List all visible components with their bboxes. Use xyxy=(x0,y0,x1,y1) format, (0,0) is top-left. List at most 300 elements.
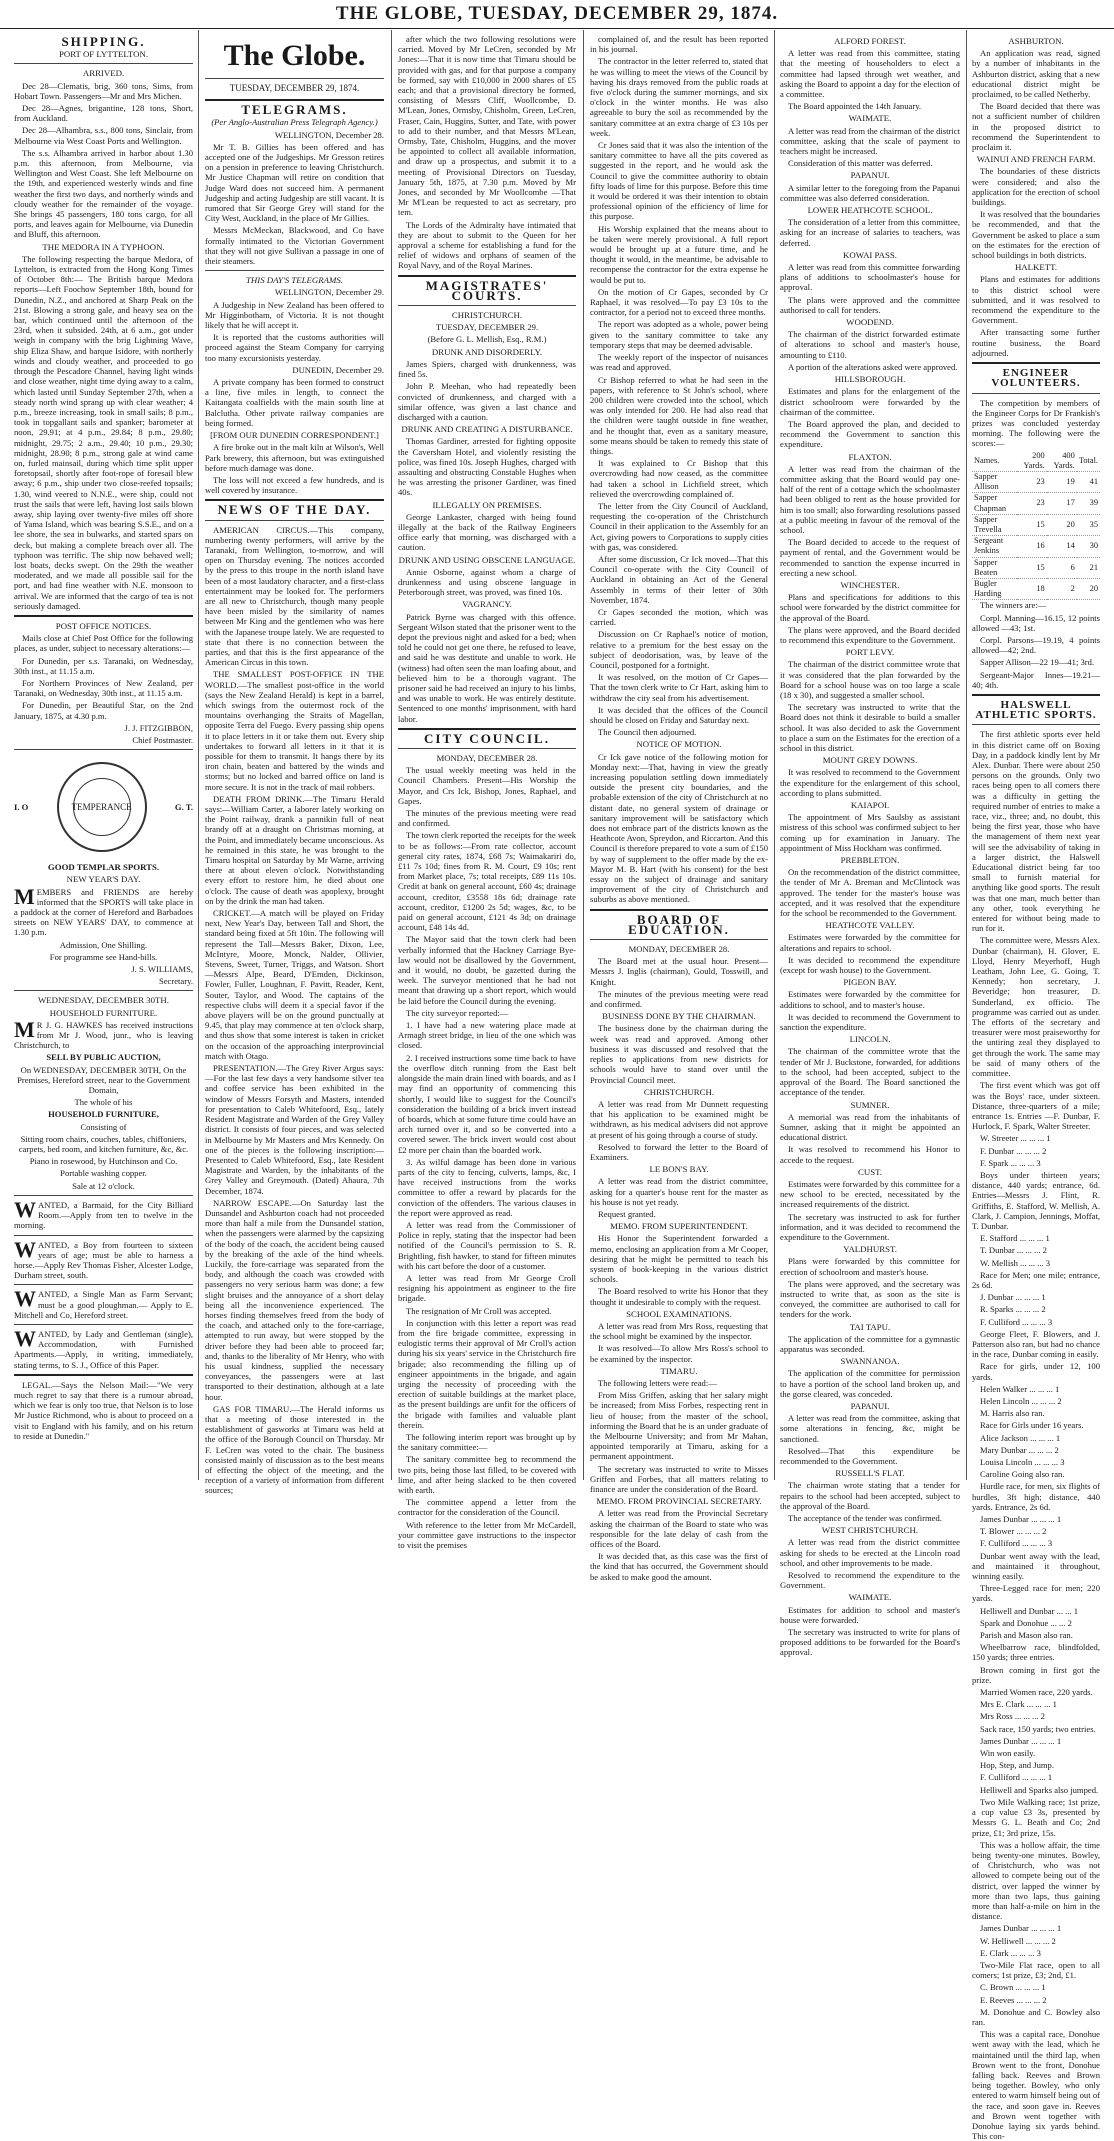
sports-line: F. Spark ... ... ... 3 xyxy=(980,1157,1041,1168)
board-para: Estimates were forwarded by the committee for additions to school, and to master's house. xyxy=(780,989,960,1010)
post-office-heading: POST OFFICE NOTICES. xyxy=(55,620,152,631)
board-para: The minutes of the previous meeting were read and confirmed. xyxy=(590,988,768,1010)
sports-line: Helliwell and Dunbar ... ... 1 xyxy=(980,1605,1079,1616)
case-heading: VAGRANCY. xyxy=(462,599,512,610)
board-subheading: YALDHURST. xyxy=(843,1244,897,1255)
sports-line: Race for Men; one mile; entrance, 2s 6d. xyxy=(972,1269,1100,1290)
board-para: It was resolved to recommend his Honor to accede to the request. xyxy=(780,1144,960,1165)
auction-consisting: Consisting of xyxy=(80,1121,127,1132)
table-cell: 17 xyxy=(1047,493,1077,514)
table-cell: 20 xyxy=(1077,578,1100,599)
sports-line: Mrs E. Clark ... ... ... 1 xyxy=(980,1699,1057,1710)
council-para: Discussion on Cr Raphael's notice of motion, relative to a premium for the best essay on the subject of deodorisation, was, by leave of the Council, postponed for a fortnight. xyxy=(590,629,768,670)
case-text: Thomas Gardiner, arrested for fighting opposite the Caversham Hotel, and violently resisting the police, was fined 10s. Joseph Hughes, charged with assaulting and obstructing Constable Hughes when he was arresting the prisoner Gardiner, was fined 40s. xyxy=(398,436,576,498)
issue-date: TUESDAY, DECEMBER 29, 1874. xyxy=(229,83,360,93)
emblem-left-label: I. O xyxy=(14,802,29,813)
board-para: The Board approved the plan, and decided to recommend the Government to sanction this expenditure. xyxy=(780,418,960,450)
council-para: On the motion of Cr Gapes, seconded by Cr Raphael, it was resolved—To pay £3 10s to the contractor, for a period not to exceed three months. xyxy=(590,286,768,318)
sports-line: E. Reeves ... ... ... 2 xyxy=(980,1994,1047,2005)
wanted-ad: ANTED, by Lady and Gentleman (single), Accommodation, with Furnished Apartments.—Apply, in writing, immediately, stating terms, to S. J., Office of this Paper. xyxy=(14,1328,193,1370)
table-cell: 15 xyxy=(1017,557,1047,578)
board-subheading: SCHOOL EXAMINATIONS. xyxy=(626,1308,732,1319)
board-para: Resolved to forward the letter to the Board of Examiners. xyxy=(590,1141,768,1162)
column-6 xyxy=(972,34,1100,2141)
board-para: The Board decided that there was not a sufficient number of children in the proposed district to recommend the Superintendent to proclaim it. xyxy=(972,101,1100,153)
table-header-row xyxy=(972,451,1100,472)
dateline: DUNEDIN, December 29. xyxy=(292,364,384,375)
board-para: It was decided to recommend the Government to sanction the expenditure. xyxy=(780,1011,960,1033)
emblem-right-label: G. T. xyxy=(174,802,193,813)
sports-line: Hop, Step, and Jump. xyxy=(980,1760,1054,1771)
board-subheading: BUSINESS DONE BY THE CHAIRMAN. xyxy=(602,1011,756,1022)
board-para: A memorial was read from the inhabitants of Sumner, asking that it might be appointed an educational district. xyxy=(780,1111,960,1143)
board-para: Plans and specifications for additions to this school were forwarded by the district committee for the approval of the Board. xyxy=(780,592,960,623)
arrival-item: Dec 28—Clematis, brig, 360 tons, Sims, from Hobart Town. Passengers—Mr and Mrs Michen. xyxy=(14,80,193,101)
court-before: (Before G. L. Mellish, Esq., R.M.) xyxy=(427,334,547,345)
board-para: A letter was read from this committee forwarding plans of additions to schoolmaster's house for approval. xyxy=(780,262,960,293)
dropcap: W xyxy=(14,1325,36,1351)
table-cell: 16 xyxy=(1017,536,1047,557)
masthead: THE GLOBE, TUESDAY, DECEMBER 29, 1874. xyxy=(335,3,779,24)
table-cell: 39 xyxy=(1077,493,1100,514)
table-cell: 21 xyxy=(1077,557,1100,578)
telegram-text: The loss will not exceed a few hundreds, and is well covered by insurance. xyxy=(205,474,384,496)
arrival-item: Dec 28—Alhambra, s.s., 800 tons, Sinclair, from Melbourne via West Coast Ports and Wellington. xyxy=(14,125,193,146)
dateline: WELLINGTON, December 29. xyxy=(274,287,384,298)
templar-seal-icon xyxy=(57,762,147,852)
sports-line: The committee were, Messrs Alex. Dunbar (chairman), H. Glover, E. Lloyd, Henry Meyerhoff, Hugh Leatham, John Lee, G. Going, T. Kennedy; hon secretary, J. Beveridge; hon treasurer, D. Sunderland, ex officio. The programme was carried out as under. The efforts of the secretary and treasurer were most praiseworthy for the untiring zeal they displayed to get through the work. The same may be said of many others of the committee. xyxy=(972,935,1100,1079)
board-para: A letter was read from the Provincial Secretary asking the chairman of the Board to state who was responsible for the late delay of cash from the offices of the Board. xyxy=(590,1508,768,1550)
council-para: It was decided that the offices of the Council should be closed on Friday and Saturday next. xyxy=(590,704,768,725)
table-row xyxy=(972,514,1100,535)
board-para: The secretary was instructed to write to Misses Griffen and Forbes, that all matters relating to finance are under the consideration of the Board. xyxy=(590,1463,768,1495)
board-subheading: SUMNER. xyxy=(850,1099,890,1110)
board-para: Request granted. xyxy=(598,1208,656,1219)
board-subheading: HALKETT. xyxy=(1014,262,1058,273)
table-header: Names. xyxy=(972,451,1017,472)
table-cell: 23 xyxy=(1017,493,1047,514)
board-para: Estimates for addition to school and master's house were forwarded. xyxy=(780,1604,960,1625)
sports-line: F. Dunbar ... ... ... 2 xyxy=(980,1145,1047,1156)
sports-line: J. Dunbar ... ... ... 1 xyxy=(980,1292,1046,1303)
board-para: An application was read, signed by a number of inhabitants in the Ashburton district, asking that a new educational district might be proclaimed, to be called Netherby. xyxy=(972,48,1100,100)
legal-note: LEGAL.—Says the Nelson Mail:—"We very much regret to say that there is a rumour abroad, which we fear is only too true, that Nelson is to lose Mr Justice Richmond, who is about to proceed on a visit to England with his family, and on his return to reside at Dunedin." xyxy=(14,1379,194,1441)
board-para: His Honor the Superintendent forwarded a memo, enclosing an application from a Mr Cooper, desiring that he might be permitted to teach his system of book-keeping in the various district schools. xyxy=(590,1233,768,1285)
column-1 xyxy=(14,34,193,1479)
board-subheading: PIGEON BAY. xyxy=(843,977,897,988)
table-header: 400 Yards. xyxy=(1047,451,1077,472)
table-row xyxy=(972,471,1100,492)
sports-line: Helen Lincoln ... ... ... 2 xyxy=(980,1395,1062,1406)
auction-sell: SELL BY PUBLIC AUCTION, xyxy=(46,1052,161,1063)
table-cell: Sapper Chapman xyxy=(972,493,1017,514)
sports-line: James Dunbar ... ... ... 1 xyxy=(980,1735,1062,1746)
news-item: DEATH FROM DRINK.—The Timaru Herald says:—William Carter, a laborer lately working on the Point railway, drank a pannikin full of neat brandy off at a draught on Christmas morning, at the Point, and immediately became unconscious. As he remained in this state, he was brought to the Timaru hospital on Saturday by Mr Warne, arriving there at about eleven o'clock. Notwithstanding every effort to restore him, he died about one o'clock. The cause of death was apoplexy, brought on by the drink the man had taken. xyxy=(205,793,384,906)
sports-line: Married Women race, 220 yards. xyxy=(980,1687,1093,1698)
board-subheading: WOODEND. xyxy=(846,317,894,328)
board-education-heading: BOARD OF EDUCATION. xyxy=(628,911,730,937)
medora-text: The following respecting the barque Medora, of Lyttelton, is extracted from the Hong Kong Times of October 8th:— The British barque Medora reports—Left Foochow September 18th, bound for Dunedin, N.Z., and anchored at Sharp Peak on the 21st. Blowing a strong gale, and heavy sea on the bar, which continued until the afternoon of the 23rd, when it subsided. 24th, at 6 a.m., got under weigh in company with the brig Lightning Wave, ship Eliza Shaw, and barque Isidore, with northerly winds and cloudy weather, and proceeded to go through the Pescadore Channel, having light winds and close weather, night time dying away to a calm, which lasted until Sunday September 27th, when a steady north wind sprang up with clear weather; 4 p.m., breeze increasing, took in small sails; 8 p.m., took in topgallant sails and spanker; barometer at noon, 29.91; at 4 p.m., 29.84; 8 p.m., 29.80; midnight, 29.75; 2 a.m., 29.40; 10 p.m., 29.30; midnight, 28.90; 8 p.m., strong gale at wind came on, furled mainsail, during which time split upper foretopsail, shortly after foot-rope of foresail blew away; 6 p.m., ship under two close-reefed topsails; 1.30, wind veered to N.N.E., were ship, could not trust the sails that were left, having lost sails blown away, ship laying over twenty-five miles off shore of Yama Island, which was bearing S.S.E., and on a lee shore, the sea in bulwarks, and started spars on deck, but making a complete breach over all. The typhoon was terrific. The ship now behaved well; lost boats, decks swept. On the 29th the weather moderated, and we made all possible sail for the port, and had fine weather with N.E. monsoon to arrival. We are informed that the cargo of tea is not seriously damaged. xyxy=(14,253,193,611)
council-para: With reference to the letter from Mr McCardell, your committee gave instructions to the inspector to visit the premises xyxy=(398,1519,576,1551)
sports-line: Sack race, 150 yards; two entries. xyxy=(980,1723,1096,1734)
board-para: The business done by the chairman during the week was read and approved. Among other business it was discussed and resolved that the replies to applications from new districts for schools would have to stand over until the Provincial Council meet. xyxy=(590,1023,768,1085)
case-heading: DRUNK AND DISORDERLY. xyxy=(431,346,543,357)
article-continuation: after which the two following resolutions were carried. Moved by Mr LeCren, seconded by Mr Jones:—That it is now time that Timaru should be provided with gas, and for that purpose a company be formed, say with £10,000 in 2000 shares of £5 each; and that a provisional directory be formed, consisting of Messrs Cliff, Woollcombe, D. M'Lean, Jones, Ormsby, Chisholm, Green, LeCren, Fraser, Cain, Huggins, Sutter, and Tate, with power to add to their number, and that Messrs M'Lean, Ormsby, Tate, Chisholm, Huggins, and the mover be appointed to collect all available information, and draw up a prospectus, and submit it to a meeting of Provisional Directors on Tuesday, January 5th, 1875, at 7.30 p.m. Moved by Mr Jones, and seconded by Mr Woollcombe —That Mr M'Lean be requested to act as secretary, pro tem. xyxy=(398,34,576,218)
board-para: A letter was read from this committee, stating that the meeting of householders to elect a committee had lapsed through wet weather, and asking the Board to appoint a day for the election of a committee. xyxy=(780,48,960,100)
table-row xyxy=(972,578,1100,599)
table-row xyxy=(972,557,1100,578)
sports-admission: Admission, One Shilling. xyxy=(59,939,148,950)
column-4 xyxy=(590,34,768,1582)
case-heading: DRUNK AND CREATING A DISTURBANCE. xyxy=(401,424,573,435)
board-para: The Board resolved to write his Honor that they thought it undesirable to comply with the request. xyxy=(590,1286,768,1307)
council-para: In conjunction with this letter a report was read from the fire brigade committee, expressing in eulogistic terms their approval of Mr Croll's action during his six years' service in the Christchurch fire brigade; also recommending the filling up of engineer appointments in the brigade, and again urging the necessity of proceeding with the erection of suitable buildings at the market place, as the present buildings are unfit for the officers of the brigade with families and valuable plant therein. xyxy=(398,1317,576,1430)
council-para: The Mayor said that the town clerk had been verbally informed that the Hackney Carriage Bye-law would not be disallowed by the Government, and it would, no doubt, be gazetted during the week. The surveyor mentioned that he had not meant that drawing up a short report, which would be laid before the Council during the evening. xyxy=(398,934,576,1006)
sports-line: T. Blower ... ... ... 2 xyxy=(980,1526,1047,1537)
telegram-text: A private company has been formed to construct a line, five miles in length, to connect the Kaitangata coalfields with the main south line at Balclutha. Other private railway companies are being formed. xyxy=(205,377,384,428)
sports-line: Alice Jackson ... ... ... 1 xyxy=(980,1432,1061,1443)
council-para: The city surveyor reported:— xyxy=(406,1007,509,1018)
sports-line: E. Stafford ... ... ... 1 xyxy=(980,1233,1050,1244)
council-para: The usual weekly meeting was held in the Council Chambers. Present—His Worship the Mayor, and Crs Ick, Bishop, Jones, Raphael, and Gapes. xyxy=(398,765,576,806)
board-para: A portion of the alterations asked were approved. xyxy=(788,361,958,372)
sports-line: Race for girls, under 12, 100 yards. xyxy=(972,1361,1100,1382)
post-item: For Dunedin, per Beautiful Star, on the 2nd January, 1875, at 4.30 p.m. xyxy=(14,700,193,721)
sports-line: Louisa Lincoln ... ... ... 3 xyxy=(980,1457,1065,1467)
news-item: CRICKET.—A match will be played on Friday next, New Year's Day, between Tall and Short, the standard being fixed at 5ft 10in. The following will represent the Tall—Messrs Baker, Dixon, Lee, McIntyre, Moore, Monck, Nalder, Ollivier, Stevens, Sweet, Turner, Triggs, and Watson. Short—Messrs Alpe, Beard, D'Emden, Dickinson, Fowler, Fuller, Loughnan, F. Pavitt, Reader, Kent, Souter, Taylor, and Wood. The captains of the respective clubs will deem it a special favor if the above players will be on the ground punctually at 9.45, that play may commence at ten o'clock sharp, and thus show that some interest is taken in cricket on the occasion of the approaching interprovincial match with Otago. xyxy=(205,908,384,1061)
board-para: The secretary was instructed to write that the Board does not think it desirable to build a smaller school. It was also decided to ask the Government to place a sum on the Estimates for the erection of a school in this district. xyxy=(780,702,960,753)
board-subheading: MEMO. FROM PROVINCIAL SECRETARY. xyxy=(596,1496,762,1507)
sports-line: Caroline Going also ran. xyxy=(980,1469,1065,1480)
sports-line: Two-Mile Flat race, open to all comers; 1st prize, £3; 2nd, £1. xyxy=(972,1959,1100,1981)
news-item: AMERICAN CIRCUS.—This company, numbering twenty performers, will arrive by the Taranaki, from Wellington, to-morrow, and will open on Thursday evening. The notices accorded by the press to this troupe in the north island have been of a most laudatory character, and a first-class entertainment may be looked for. The performers are all new to Christchurch, though many people have been misled by the similarity of names between Mr King and the gentlemen who was here with the Japanese troupe lately. We are requested to state that there is no connection between the parties, and that this is the first appearance of the American Circus in this town. xyxy=(205,524,384,668)
board-para: A letter was read from the chairman of the committee asking that the Board would pay one-half of the rent of a cottage which the schoolmaster had been obliged to rent as the house provided for him is too small; also forwarding resolutions passed at a public meeting in favour of the removal of the school. xyxy=(780,463,960,535)
board-para: The application of the committee for a gymnastic apparatus was seconded. xyxy=(780,1333,960,1354)
council-para: complained of, and the result has been reported in his journal. xyxy=(590,34,768,55)
news-item: NARROW ESCAPE.—On Saturday last the Dunsandel and Ashburton coach had not proceeded more than half a mile from the Dunsandel station, when the passengers were alarmed by the capsizing of the body of the coach, the accident being caused by the breaking of the axle of the hind wheels. Luckily, the fore-carriage was separated from the body, and although the coach was crowded with passengers no very serious harm was done; a few slight bruises and the annoyance of a short delay being all the inconvenience experienced. The horses finding themselves freed from the body of the coach, and attached only to the fore-carriage, attempted to run away, but were stopped by the driver before they had been able to proceed far; and, thanks to the liberality of Mr Henry, who with his usual kindness, supplied the necessary conveyances, the passengers were at last transported to their destination, although at a late hour. xyxy=(205,1197,384,1402)
board-date: MONDAY, DECEMBER 28. xyxy=(628,944,730,955)
case-heading: ILLEGALLY ON PREMISES. xyxy=(432,499,542,510)
table-cell: Sapper Beaten xyxy=(972,557,1017,578)
arrived-label: ARRIVED. xyxy=(82,68,125,79)
table-cell: 18 xyxy=(1017,578,1047,599)
medora-heading: THE MEDORA IN A TYPHOON. xyxy=(42,241,165,252)
sports-line: George Fleet, F. Blowers, and J. Patterson also ran, but had no chance in the race, Dunbar coming in easily. xyxy=(972,1328,1100,1360)
seal-text: TEMPERANCE xyxy=(71,802,132,813)
board-para: Plans were forwarded by this committee for erection of schoolroom and master's house. xyxy=(780,1256,960,1277)
council-para: The committee append a letter from the contractor for the consideration of the Council. xyxy=(398,1497,576,1518)
table-cell: Bugler Harding xyxy=(972,578,1017,599)
templar-sports-sub: NEW YEAR'S DAY. xyxy=(66,874,141,885)
council-para: The sanitary committee beg to recommend the two pits, being those last filled, to be covered with lime, and after being slacked to be then covered with earth. xyxy=(398,1454,576,1496)
board-para: After transacting some further routine business, the Board adjourned. xyxy=(972,327,1100,358)
board-subheading: KOWAI PASS. xyxy=(843,249,897,260)
winner-line: Corpl. Parsons—19.19, 4 points allowed—42; 2nd. xyxy=(972,634,1100,656)
board-para: It was resolved that the boundaries be recommended, and that the Government be asked to place a sum on the estimates for the erection of school buildings in both districts. xyxy=(972,209,1100,261)
board-subheading: RUSSELL'S FLAT. xyxy=(835,1468,905,1479)
notice-text: Cr Ick gave notice of the following motion for Monday next:—That, having in view the greatly increasing population settling down immediately outside the present city boundaries, and the probable extension of the city of Christchurch at no distant date, no general system of drainage or sanitary improvement will be satisfactory which does not embrace part of the districts known as the Heathcote Avon, Spreydon, and Riccarton. And this Council is therefore prepared to vote a sum of £150 by way of supplement to the offer made by the ex-Mayor M. B. Hart (with his consent) for the best essay on the subject of drainage and sanitary improvement of the city of Christchurch and suburbs as above mentioned. xyxy=(590,751,768,905)
alhambra-report: The s.s. Alhambra arrived in harbor about 1.30 p.m. this afternoon, from Melbourne, via Wellington and West Coast. She left Melbourne on the 19th, and experienced westerly winds and fine weather the first two days, and northerly winds and cloudy weather for the remainder of the voyage. She brings 45 passengers, 180 tons cargo, for all ports, and leaves again for Melbourne, via Dunedin and Bluff, this afternoon. xyxy=(14,147,193,240)
council-para: 2. I received instructions some time back to have the overflow ditch running from the East belt alongside the main drain lined with boards, and as I may find an opportunity of commencing this shortly, I would like to suggest for the Council's consideration the building of a brick invert instead of boards, which at some future time could have an arch turned over it, and so be converted into a covered sewer. The brick invert would cost about £2 more per chain than the boarded work. xyxy=(398,1052,576,1155)
board-subheading: TAI TAPU. xyxy=(849,1321,891,1332)
council-para: Cr Bishop referred to what he had seen in the papers, with reference to St John's school, where 200 children were crowded into the school, which was only intended for 200. He had also read that the children were taught outside in fine weather, and he thought that, even as a sanitary measure, some means should be taken to remedy this state of things. xyxy=(590,374,768,456)
engineer-volunteers-heading: ENGINEER VOLUNTEERS. xyxy=(991,367,1081,390)
telegram-text: It is reported that the customs authorities will proceed against the Steam Company for carrying too many excursionists yesterday. xyxy=(205,332,384,363)
sports-line: R. Sparks ... ... ... 2 xyxy=(980,1304,1046,1315)
board-para: The plans were approved, and the secretary was instructed to write that, as soon as the site is conveyed, the committee are authorised to call for tenders for the work. xyxy=(780,1278,960,1320)
auction-items: Sitting room chairs, couches, tables, chiffoniers, carpets, bed room, and kitchen furniture, &c, &c. xyxy=(18,1133,189,1155)
dropcap: M xyxy=(14,883,35,909)
days-telegrams-heading: THIS DAY'S TELEGRAMS. xyxy=(246,275,343,286)
templar-sports-heading: GOOD TEMPLAR SPORTS. xyxy=(47,862,160,873)
column-rule xyxy=(391,30,392,1480)
board-para: A letter was read from the committee, asking that some alterations in fencing, &c, might be sanctioned. xyxy=(780,1413,960,1444)
board-para: Estimates were forwarded by the committee for alterations and repairs to school. xyxy=(780,932,960,953)
board-para: Resolved to recommend the expenditure to the Government. xyxy=(780,1570,960,1591)
board-para: On the recommendation of the district committee, the tender of Mr A. Breman and McClintock was approved. The tender for the master's house was accepted, and it was resolved that the expenditure for the school be recommended to the Government. xyxy=(780,867,960,919)
board-para: The following letters were read:— xyxy=(598,1377,717,1388)
table-cell: 35 xyxy=(1077,514,1100,535)
board-subheading: LINCOLN. xyxy=(849,1034,891,1045)
notice-heading: NOTICE OF MOTION. xyxy=(636,739,722,750)
column-rule xyxy=(774,30,775,1480)
column-2 xyxy=(205,34,384,1496)
templar-sports-text: EMBERS and FRIENDS are hereby informed that the SPORTS will take place in a paddock at the corner of Hereford and Barbadoes streets on NEW YEARS' DAY, to commence at 1.30 p.m. xyxy=(14,886,193,938)
board-subheading: HEATHCOTE VALLEY. xyxy=(825,920,915,931)
sports-line: James Dunbar ... ... ... 1 xyxy=(980,1923,1062,1934)
sports-line: Spark and Donohue ... ... 2 xyxy=(980,1617,1072,1628)
winner-line: Corpl. Manning—16.15, 12 points allowed —43; 1st. xyxy=(972,612,1100,633)
board-subheading: WEST CHRISTCHURCH. xyxy=(821,1525,919,1536)
board-subheading: MOUNT GREY DOWNS. xyxy=(822,755,918,766)
telegrams-heading: TELEGRAMS. xyxy=(241,102,348,118)
board-para: Estimates were forwarded by this committee for a new school to be erected, necessitated by the increased requirements of the district. xyxy=(780,1178,960,1210)
telegram-text: Mr T. B. Gillies has been offered and has accepted one of the Judgeships. Mr Gresson retires on a pension in preference to leaving Christchurch. Mr Justice Chapman will retire on condition that Judge Ward does not succeed him. A permanent Judgeship and acting Judgeship are still vacant. It is rumored that Sir George Grey will stand for the City West, Auckland, in the place of Mr Gillies. xyxy=(205,141,384,224)
telegram-text: Messrs McMeckan, Blackwood, and Co have formally intimated to the Victorian Government that they will not give Sullivan a passage in one of their steamers. xyxy=(205,225,384,267)
council-para: His Worship explained that the means about to be taken were merely provisional. A full report would be brought up at a future time, and he thought it would, in the meantime, be advisable to recompense the contractor for the extra expense he would be put to. xyxy=(590,223,768,285)
sports-line: This was a hollow affair, the time being twenty-one minutes. Bowley, of Christchurch, who was not allowed to compete being out of the district, over lapped the winner by more than two laps, thus gaining more than half-a-mile on him in the distance. xyxy=(972,1839,1100,1922)
table-row xyxy=(972,536,1100,557)
council-para: 1. I have had a new watering place made at Armagh street bridge, in lieu of the one which was closed. xyxy=(398,1020,576,1051)
auction-when: On WEDNESDAY, DECEMBER 30TH, On the Premises, Hereford street, near to the Government Domain, xyxy=(17,1064,190,1096)
auction-date: WEDNESDAY, DECEMBER 30TH. xyxy=(38,995,169,1006)
sports-line: Parish and Mason also ran. xyxy=(980,1630,1073,1641)
council-para: The Council then adjourned. xyxy=(598,727,697,738)
case-text: Annie Osborne, against whom a charge of drunkenness and using obscene language in Peterborough street, was proved, was fined 10s. xyxy=(398,566,576,598)
sports-line: James Dunbar ... ... ... 1 xyxy=(980,1514,1062,1525)
case-text: James Spiers, charged with drunkenness, was fined 5s. xyxy=(398,358,576,380)
table-cell: 23 xyxy=(1017,471,1047,492)
dateline: WELLINGTON, December 28. xyxy=(274,129,384,140)
council-para: The contractor in the letter referred to, stated that he was willing to meet the views of the Council by having his drays removed from the public roads at five o'clock during the summer mornings, and six o'clock in the winter months. He was also agreeable to bury the soil as recommended by the sanitary committee at an extra charge of £3 10s per week. xyxy=(590,56,768,138)
dropcap: W xyxy=(14,1196,36,1222)
table-cell: 30 xyxy=(1077,536,1100,557)
board-subheading: PAPANUI. xyxy=(850,1400,890,1411)
engineer-text: The competition by members of the Engineer Corps for Dr Frankish's prizes was concluded yesterday morning. The following were the scores:— xyxy=(972,397,1100,449)
board-para: From Miss Griffen, asking that her salary might be increased; from Miss Forbes, respecting rent in lieu of house; from the master of the school, informing the Board that he is an under graduate of the Melbourne University; and from Mr Mahan, appointed temporarily at Timaru, asking for a permanent appointment. xyxy=(590,1390,768,1462)
board-para: A letter was read from the chairman of the district committee, asking that the scale of payment to teachers might be increased. xyxy=(780,125,960,157)
sports-line: This was a capital race, Donohue went away with the lead, which he maintained until the third lap, when Brown went to the front, Donohue falling back. Reeves and Brown being together. Bowley, who only entered to warm himself being out of the race, and soon gave in. Reeves and Brown went together with Donohue laying six yards behind. This con- xyxy=(972,2029,1100,2141)
admiralty-note: The Lords of the Admiralty have intimated that they are about to submit to the Queen for her approval a scheme for establishing a fund for the relief of widows and orphans of seamen of the Royal Navy, and of the Royal Marines. xyxy=(398,219,576,271)
council-date: MONDAY, DECEMBER 28. xyxy=(436,753,538,763)
table-cell: Sapper Trevella xyxy=(972,514,1017,535)
board-para: The secretary was instructed to write for plans of proposed additions to be forwarded for the Board's approval. xyxy=(780,1627,960,1658)
news-item: PRESENTATION.—The Grey River Argus says:—For the last few days a very handsome silver tea and coffee service has been exhibited in the window of Messrs Forsyth and Masters, intended for presentation to Caleb Whitefoord, Esq., lately Resident Magistrate and Warden of the Grey Valley district. It consists of four pieces, and was selected in Melbourne by Mr Masters and Mrs Kennedy. On one of the pieces is the following inscription:—Presented to Caleb Whitefoord, Esq., late Resident Magistrate and Warden, by the inhabitants of the Grey Valley and Greymouth. (Dated) Ahaura, 7th December, 1874. xyxy=(205,1063,384,1196)
board-para: It was decided to recommend the expenditure (except for wash house) to the Government. xyxy=(780,954,960,976)
wanted-ad: ANTED, a Boy from fourteen to sixteen years of age; must be able to harness a horse.—Apply Rev Thomas Fisher, Alcester Lodge, Durham street, south. xyxy=(14,1239,193,1281)
table-cell: 19 xyxy=(1047,471,1077,492)
board-para: The acceptance of the tender was confirmed. xyxy=(788,1513,942,1524)
board-para: The chairman of the district committee wrote that it was considered that the plan forwarded by the Board for a school house was on too large a scale (18 x 30), and suggested a smaller school. xyxy=(780,659,960,700)
council-para: The report was adopted as a whole, power being given to the sanitary committee to take any temporary steps that may be deemed advisable. xyxy=(590,319,768,350)
sports-line: W. Streeter ... ... ... 1 xyxy=(980,1133,1051,1144)
board-para: A letter was read from the district committee asking for sheds to be erected at the Lincoln road school, and other improvements to be made. xyxy=(780,1537,960,1568)
sports-signature: J. S. WILLIAMS, xyxy=(131,964,193,975)
templar-emblem-row xyxy=(14,754,193,860)
sports-line: Hurdle race, for men, six flights of hurdles, 3ft high; distance, 440 yards. Entrance, 2s 6d. xyxy=(972,1481,1100,1512)
table-cell: 20 xyxy=(1047,514,1077,535)
board-para: The plans were approved and the committee authorised to call for tenders. xyxy=(780,294,960,315)
board-subheading: WAIMATE. xyxy=(848,1592,892,1603)
ashburton-heading: ASHBURTON. xyxy=(1008,36,1064,46)
shipping-heading: SHIPPING. xyxy=(61,34,146,49)
board-para: A letter was read from the district committee, asking for a quarter's house rent for the master as his house is not yet ready. xyxy=(590,1176,768,1207)
board-para: The application of the committee for permission to have a portion of the school land broken up, and the gorse cleared, was conceded. xyxy=(780,1368,960,1399)
table-cell: 15 xyxy=(1017,514,1047,535)
board-para: The secretary was instructed to ask for further information, and it was decided to recommend the expenditure to the Government. xyxy=(780,1211,960,1242)
board-para: The Board appointed the 14th January. xyxy=(788,101,922,112)
news-heading: NEWS OF THE DAY. xyxy=(217,502,372,518)
column-rule xyxy=(966,30,967,1480)
board-para: The plans were approved, and the Board decided to recommend this expenditure to the Government. xyxy=(780,624,960,645)
dropcap: W xyxy=(14,1286,36,1312)
board-para: The consideration of a letter from this committee, asking for an increase of salaries to teachers, was deferred. xyxy=(780,217,960,248)
council-para: The minutes of the previous meeting were read and confirmed. xyxy=(398,808,576,829)
auction-heading: HOUSEHOLD FURNITURE. xyxy=(49,1007,158,1018)
board-para: A letter was read from Mr Dunnett requesting that his application to be examined might be withdrawn, as his medical advisers did not approve at present of his going through a course of study. xyxy=(590,1098,768,1140)
case-text: Patrick Byrne was charged with this offence. Sergeant Wilson stated that the prisoner went to the depot the previous night and asked for a bed; when told he could not get one there, he refused to leave, and said he was destitute and unable to work. He (witness) had often seen the man loafing about, and believed him to be a thorough vagrant. The prisoner said he had received an injury to his limbs, and was unable to work. He was entirely destitute. Sentenced to one months' imprisonment, with hard labor. xyxy=(398,611,576,724)
wanted-ad: ANTED, a Single Man as Farm Servant; must be a good ploughman.— Apply to E. Mitchell and Co, Hereford street. xyxy=(14,1289,193,1320)
board-subheading: ALFORD FOREST. xyxy=(834,36,906,46)
board-para: It was decided that, as this case was the first of the kind that has occurred, the Government should be asked to make good the amount. xyxy=(590,1551,768,1582)
post-item: For Dunedin, per s.s. Taranaki, on Wednesday, 30th inst., at 11.15 a.m. xyxy=(14,655,193,676)
council-para: The following interim report was brought up by the sanitary committee:— xyxy=(398,1432,576,1453)
auction-text: R J. G. HAWKES has received instructions from Mr J. Wood, junr., who is leaving Christchurch, to xyxy=(14,1019,193,1051)
sports-line: Wheelbarrow race, blindfolded, 150 yards; three entries. xyxy=(972,1642,1100,1663)
table-cell: Sapper Allison xyxy=(972,471,1017,492)
council-para: The weekly report of the inspector of nuisances was read and approved. xyxy=(590,352,768,373)
sports-line: W. Helliwell ... ... ... 2 xyxy=(980,1935,1056,1946)
board-subheading: WAIMATE. xyxy=(848,113,892,124)
sports-line: The first athletic sports ever held in this district came off on Boxing Day, in a paddock kindly lent by Mr Alex. Dunbar. There were about 250 persons on the grounds. Only two races being open to all comers there was a difficulty in getting the required number of entries to make a race, viz., three; and, no doubt, this being the first year, those who have the management of them next year will see the advisability of taking in a larger district, the Halswell Educational district being far too small to furnish material for anything like good sports. The result was that one man, much better than any other, took everything he entered for without being made to run for it. xyxy=(972,729,1100,934)
board-para: The Board decided to accede to the request of payment of rental, and the Government would be recommended to sanction the expense incurred in erecting a new school. xyxy=(780,537,960,578)
dropcap: M xyxy=(14,1016,35,1042)
sports-line: Race for Girls under 16 years. xyxy=(980,1420,1084,1431)
board-para: The chairman wrote stating that a tender for repairs to the school had been accepted, subject to the approval of the Board. xyxy=(780,1480,960,1511)
council-para: The town clerk reported the receipts for the week to be as follows:—From rate collector, account general city rates, 1874, £68 7s; Waimakariri do, £11 7s 10d; fines from R. M. Court, £9 10s; rent from Market place, 7s; total receipts, £89 11s 10s. Credit at bank on general account, £60 4s; drainage account, creditor, £3558 18s 6d; drainage rate account, creditor, £1200 2s 5d; wages, &c, to be paid on general account, £121 4s 3d; on drainage account, £48 14s 4d. xyxy=(398,830,576,933)
column-3 xyxy=(398,34,576,1551)
board-para: The boundaries of these districts were considered; and also the application for the erection of school buildings. xyxy=(972,166,1100,208)
column-5 xyxy=(780,34,960,1658)
board-para: The chairman of the committee wrote that the tender of Mr J. Buckstone, forwarded, for additions to the school, had been accepted, subject to the approval of the Board. The Board sanctioned the acceptance of the tender. xyxy=(780,1046,960,1098)
council-para: 3. As wilful damage has been done in various parts of the city to fencing, culverts, lamps, &c, I have received instructions from the works committee to offer a reward by placards for the conviction of the offenders. The various clauses in the report were approved as read. xyxy=(398,1156,576,1218)
table-header: Total. xyxy=(1077,451,1100,472)
table-cell: 6 xyxy=(1047,557,1077,578)
news-item: THE SMALLEST POST-OFFICE IN THE WORLD.—The smallest post-office in the world (says the New Zealand Herald) is kept in a barrel, which swings from the outermost rock of the mountains overhanging the Straits of Magellan, opposite Terra del Fuego. Every passing ship opens it to place letters in it or take them out. Every ship undertakes to forward all letters in it that it is possible for them to transmit. It hangs there by its iron chain, beaten and battered by the winds and storms; but no locked and barred office on land is more secure. It is not in the track of mail robbers. xyxy=(205,669,384,792)
sports-line: Two Mile Walking race; 1st prize, a cup value £3 3s, presented by Messrs G. L. Beath and Co; 2nd prize, £1; 3rd prize, 15s. xyxy=(972,1796,1100,1838)
board-subheading: LOWER HEATHCOTE SCHOOL. xyxy=(807,205,933,216)
board-para: A letter was read from Mrs Ross, requesting that the school might be examined by the inspector. xyxy=(590,1320,768,1342)
council-para: A letter was read from the Commissioner of Police in reply, stating that the inspector had been notified of the Council's permission to S. R. Brightling, fish hawker, to stand for fifteen minutes with his cart before the door of a customer. xyxy=(398,1219,576,1271)
board-subheading: MEMO. FROM SUPERINTENDENT. xyxy=(610,1221,748,1232)
board-subheading: PREBBLETON. xyxy=(840,855,900,866)
sports-line: C. Brown ... ... ... 1 xyxy=(980,1982,1046,1993)
winner-line: Sapper Allison—22 19—41; 3rd. xyxy=(980,657,1095,668)
board-para: A similar letter to the foregoing from the Papanui committee was also deferred consideration. xyxy=(780,182,960,203)
table-header: 200 Yards. xyxy=(1017,451,1047,472)
city-council-heading: CITY COUNCIL. xyxy=(424,730,550,746)
court-date: TUESDAY, DECEMBER 29. xyxy=(435,322,539,333)
globe-logo: The Globe. xyxy=(223,39,366,72)
sports-line: M. Harris also ran. xyxy=(980,1408,1045,1419)
council-para: Cr Jones said that it was also the intention of the sanitary committee to have all the pits covered as suggested in the report, and he would ask the Council to give the committee authority to obtain fifty loads of lime for this purpose. Before this time it would be ordered it was their intention to obtain professional opinion of the efficiency of lime for this purpose. xyxy=(590,140,768,222)
sports-line: Mary Dunbar ... ... ... 2 xyxy=(980,1444,1059,1455)
winner-line: The winners are:— xyxy=(980,600,1047,611)
board-para: Resolved—That this expenditure be recommended to the Government. xyxy=(780,1445,960,1466)
board-subheading: KAIAPOI. xyxy=(850,800,890,811)
board-para: The appointment of Mrs Saulsby as assistant mistress of this school was confirmed subject to her coming up for examination in January. The appointment of Miss Hockham was confirmed. xyxy=(780,812,960,853)
board-subheading: LE BON'S BAY. xyxy=(649,1164,709,1175)
board-subheading: PAPANUI. xyxy=(850,170,890,181)
news-item: GAS FOR TIMARU.—The Herald informs us that a meeting of those interested in the establishment of gasworks at Timaru was held at the office of the Borough Council on Thursday. Mr F. LeCren was voted to the chair. The business consisted mainly of discussion as to the best means of effecting the object of the meeting, and the reception of a variety of information from different sources; xyxy=(205,1403,384,1496)
magistrates-heading: MAGISTRATES' COURTS. xyxy=(425,277,549,303)
board-subheading: TIMARU. xyxy=(660,1365,698,1376)
sports-line: Three-Legged race for men; 220 yards. xyxy=(972,1583,1100,1604)
council-para: It was resolved, on the motion of Cr Gapes—That the town clerk write to Cr Hart, asking him to withdraw the city seal from his advertisement. xyxy=(590,672,768,703)
board-para: Plans and estimates for additions to this district school were submitted, and it was resolved to recommend the expenditure to the Government. xyxy=(972,274,1100,326)
column-rule xyxy=(198,30,199,1480)
sports-line: T. Dunbar ... ... ... 2 xyxy=(980,1245,1047,1256)
council-para: After some discussion, Cr Ick moved—That this Council co-operate with the City Council of Auckland in obtaining an Act of the General Assembly in terms of their letter of 30th November, 1874. xyxy=(590,553,768,605)
sports-line: Dunbar went away with the lead, and maintained it throughout, winning easily. xyxy=(972,1550,1100,1582)
board-para: Consideration of this matter was deferred. xyxy=(788,158,933,169)
sports-line: Mrs Ross ... ... ... 2 xyxy=(980,1711,1045,1722)
wanted-ad: ANTED, a Barmaid, for the City Billiard Room.—Apply from ten to twelve in the morning. xyxy=(14,1199,193,1231)
case-heading: DRUNK AND USING OBSCENE LANGUAGE. xyxy=(398,554,576,565)
board-para: The chairman of the district forwarded estimate of alterations to school and master's house, amounting to £110. xyxy=(780,329,960,360)
board-para: Estimates and plans for the enlargement of the district schoolroom were forwarded by the chairman of the committee. xyxy=(780,386,960,417)
post-item: For Northern Provinces of New Zealand, per Taranaki, on Wednesday, 30th inst., at 11.15 a.m. xyxy=(14,677,193,699)
seal-inner xyxy=(73,778,131,836)
table-cell: 41 xyxy=(1077,471,1100,492)
board-para: It was resolved—To allow Mrs Ross's school to be examined by the inspector. xyxy=(590,1343,768,1364)
board-subheading: SWANNANOA. xyxy=(840,1356,900,1367)
telegram-text: A fire broke out in the malt kiln at Wilson's, Well Park brewery, this afternoon, but was extinguished before much damage was done. xyxy=(205,442,384,473)
dropcap: W xyxy=(14,1236,36,1262)
sports-line: M. Donohue and C. Bowley also ran. xyxy=(972,2006,1100,2027)
case-text: John P. Meehan, who had repeatedly been convicted of drunkenness, and charged with a similar offence, was given a last chance and discharged with a caution. xyxy=(398,381,576,422)
council-para: Cr Gapes seconded the motion, which was carried. xyxy=(590,606,768,628)
council-para: The resignation of Mr Croll was accepted. xyxy=(406,1305,552,1316)
court-location: CHRISTCHURCH. xyxy=(451,310,523,321)
auction-sale-time: Sale at 12 o'clock. xyxy=(72,1180,135,1191)
board-subheading: FLAXTON. xyxy=(848,451,892,462)
board-para: It was resolved to recommend to the Government the expenditure for the enlargement of this school, according to plans submitted. xyxy=(780,767,960,798)
sports-line: Helen Walker ... ... ... 1 xyxy=(980,1383,1060,1394)
auction-washing: Portable washing copper. xyxy=(60,1168,147,1179)
table-cell: 14 xyxy=(1047,536,1077,557)
sports-line: E. Clark ... ... ... 3 xyxy=(980,1947,1041,1958)
